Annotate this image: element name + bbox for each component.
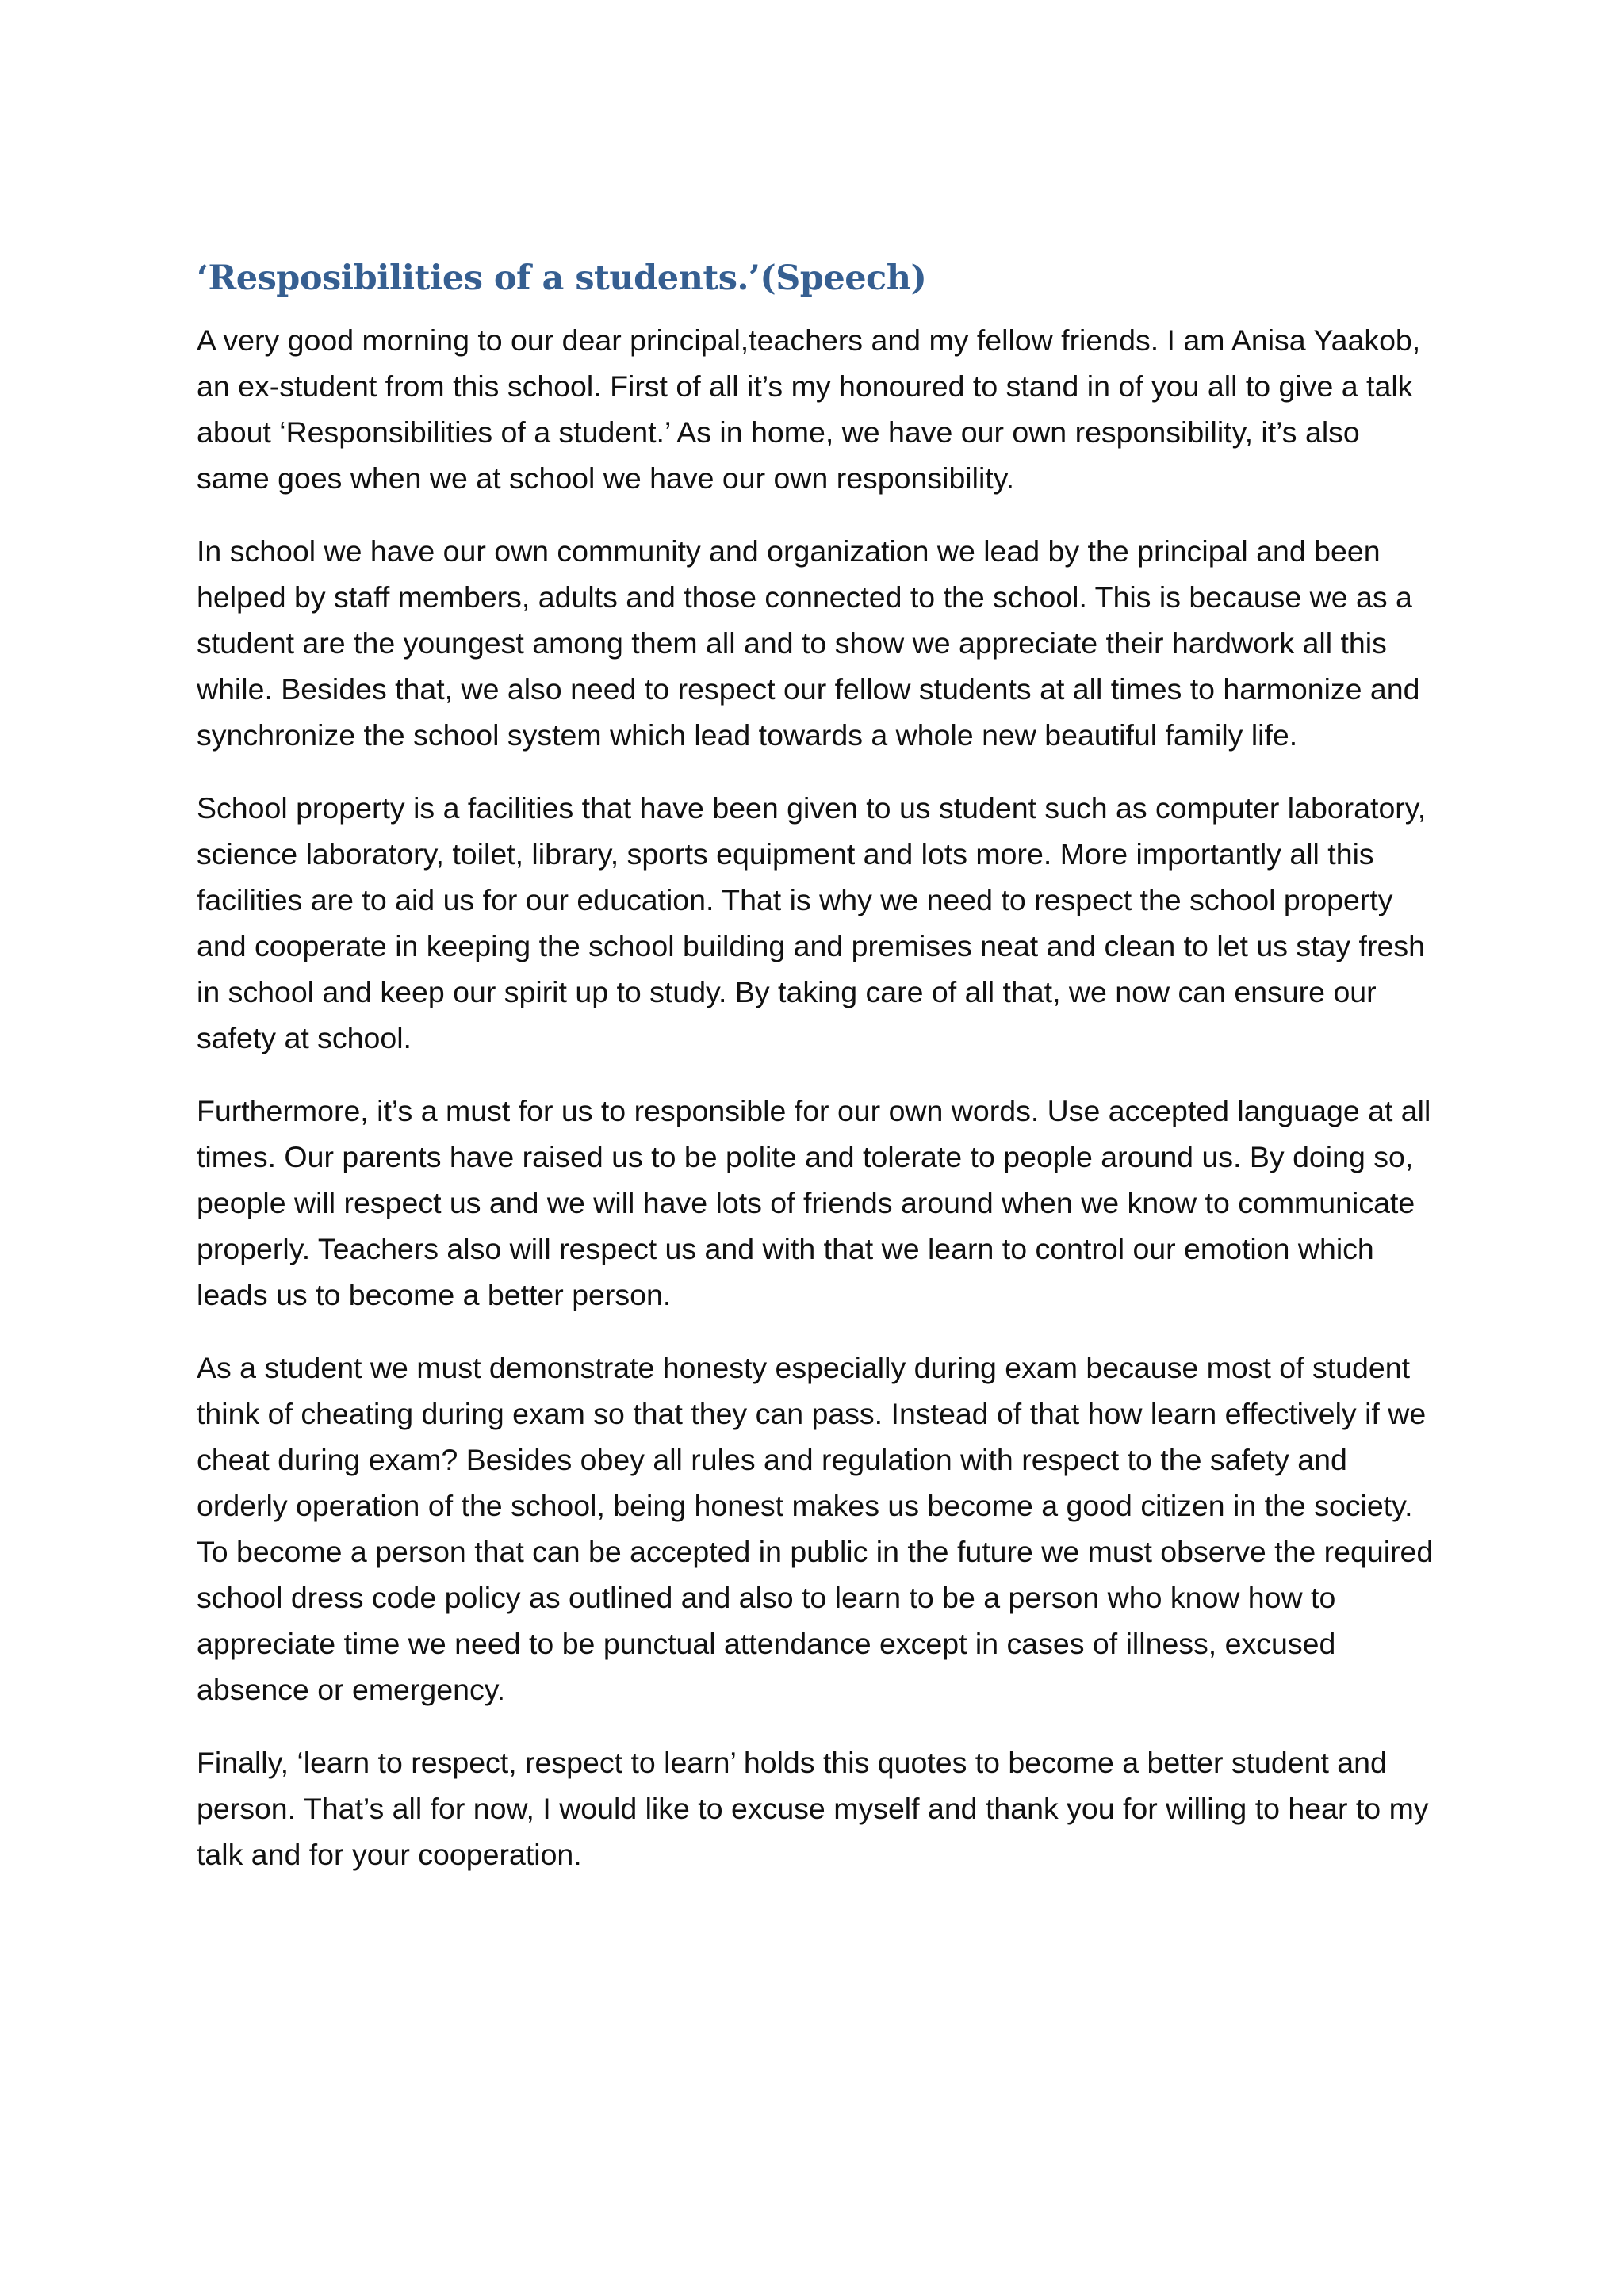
speech-title: ‘Resposibilities of a students.’(Speech) <box>197 258 927 298</box>
paragraph-honesty: As a student we must demonstrate honesty especially during exam because most of student think of cheating during exam so that they can pass. Instead of that how learn effectively if we cheat during exam? Besides obey all rules and regulation with respect to the safety and orderly operation of the school, being honest makes us become a good citizen in the society. To become a person that can be accepted in public in the future we must observe the required school dress code policy as outlined and also to learn to be a person who know how to appreciate time we need to be punctual attendance except in cases of illness, excused absence or emergency. <box>197 1351 1434 1706</box>
document-body <box>197 255 1434 1904</box>
paragraph-words: Furthermore, it’s a must for us to responsible for our own words. Use accepted language at all times. Our parents have raised us to be polite and tolerate to people around us. By doing so, people will respect us and we will have lots of friends around when we know to communicate properly. Teachers also will respect us and with that we learn to control our emotion which leads us to become a better person. <box>197 1094 1431 1311</box>
paragraph-closing: Finally, ‘learn to respect, respect to learn’ holds this quotes to become a better student and person. That’s all for now, I would like to excuse myself and thank you for willing to hear to my talk and for your cooperation. <box>197 1746 1429 1871</box>
paragraph-greeting: A very good morning to our dear principal,teachers and my fellow friends. I am Anisa Yaakob, an ex-student from this school. First of all it’s my honoured to stand in of you all to give a talk about ‘Responsibilities of a student.’ As in home, we have our own responsibility, it’s also same goes when we at school we have our own responsibility. <box>197 323 1421 495</box>
paragraph-school-property: School property is a facilities that have been given to us student such as computer laboratory, science laboratory, toilet, library, sports equipment and lots more. More importantly all this facilities are to aid us for our education. That is why we need to respect the school property and cooperate in keeping the school building and premises neat and clean to let us stay fresh in school and keep our spirit up to study. By taking care of all that, we now can ensure our safety at school. <box>197 791 1427 1054</box>
paragraph-community: In school we have our own community and organization we lead by the principal and been helped by staff members, adults and those connected to the school. This is because we as a student are the youngest among them all and to show we appreciate their hardwork all this while. Besides that, we also need to respect our fellow students at all times to harmonize and synchronize the school system which lead towards a whole new beautiful family life. <box>197 534 1420 752</box>
